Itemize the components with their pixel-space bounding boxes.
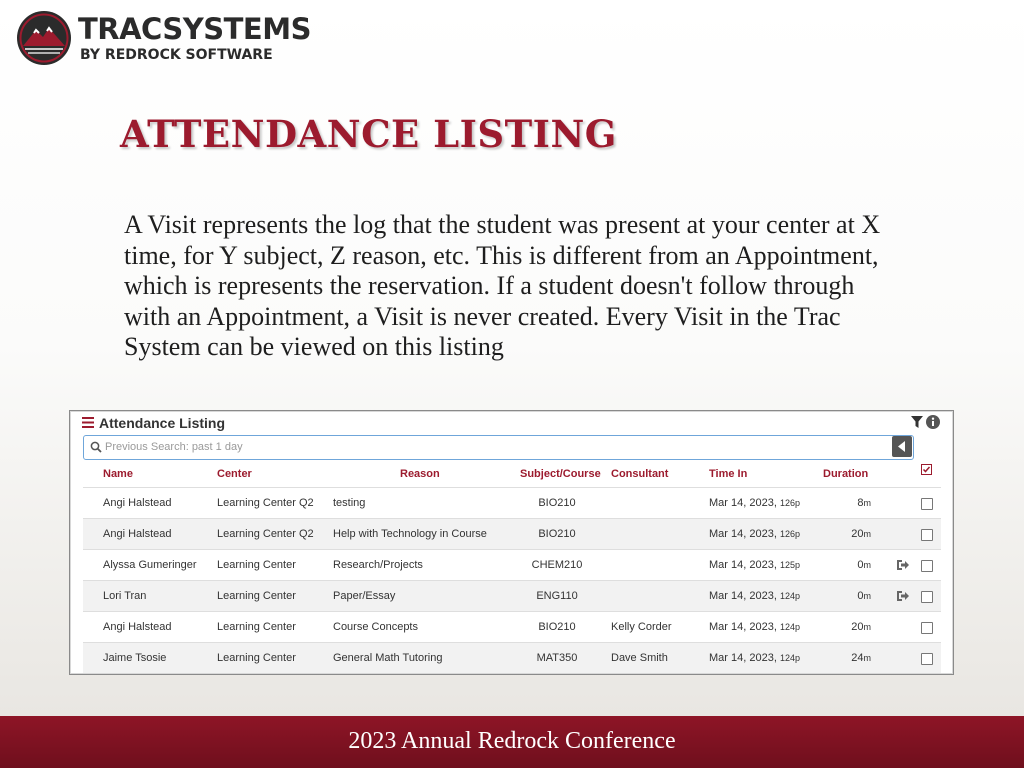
cell-name: Jaime Tsosie (103, 652, 167, 664)
cell-center: Learning Center Q2 (217, 528, 314, 540)
duration-unit: m (863, 591, 871, 601)
cell-subject: BIO210 (538, 528, 576, 540)
row-checkbox[interactable] (921, 591, 933, 603)
attendance-listing-panel (69, 410, 954, 675)
logo-name: TRACSYSTEMS (78, 12, 311, 46)
time-in-date: Mar 14, 2023, (709, 621, 777, 633)
time-in-hour: 124p (779, 591, 800, 601)
column-header-duration[interactable]: Duration (823, 468, 869, 480)
select-all-checkbox-icon[interactable] (921, 464, 932, 475)
cell-duration (818, 559, 871, 571)
column-header-time-in[interactable]: Time In (709, 468, 748, 480)
cell-center: Learning Center (217, 621, 296, 633)
info-icon[interactable] (926, 415, 940, 429)
duration-unit: m (863, 529, 871, 539)
cell-name: Alyssa Gumeringer (103, 559, 197, 571)
logo (16, 10, 316, 66)
cell-name: Angi Halstead (103, 528, 172, 540)
time-in-hour: 124p (779, 653, 800, 663)
cell-name: Lori Tran (103, 590, 147, 602)
table-row[interactable] (83, 580, 941, 611)
cell-subject: BIO210 (538, 621, 576, 633)
cell-reason: Research/Projects (333, 559, 423, 571)
column-header-subject-course[interactable]: Subject/Course (520, 468, 601, 480)
duration-value: 0 (857, 590, 864, 602)
time-in-date: Mar 14, 2023, (709, 559, 777, 571)
cell-center: Learning Center Q2 (217, 497, 314, 509)
search-input[interactable] (105, 437, 865, 457)
footer-text: 2023 Annual Redrock Conference (348, 728, 676, 754)
time-in-hour: 126p (779, 529, 800, 539)
cell-reason: testing (333, 497, 366, 509)
cell-reason: Course Concepts (333, 621, 418, 633)
duration-value: 20 (851, 621, 864, 633)
time-in-date: Mar 14, 2023, (709, 497, 777, 509)
cell-name: Angi Halstead (103, 621, 172, 633)
column-header-center[interactable]: Center (217, 468, 252, 480)
cell-duration (818, 528, 871, 540)
table-row[interactable] (83, 487, 941, 518)
menu-icon[interactable] (82, 417, 94, 428)
cell-center: Learning Center (217, 652, 296, 664)
exit-icon[interactable] (896, 590, 909, 602)
cell-time-in (709, 559, 800, 571)
search-box (83, 435, 914, 460)
column-header-reason[interactable]: Reason (400, 468, 440, 480)
cell-subject: CHEM210 (531, 559, 583, 571)
cell-duration (818, 621, 871, 633)
cell-center: Learning Center (217, 590, 296, 602)
table-row[interactable] (83, 611, 941, 642)
table-row[interactable] (83, 518, 941, 549)
duration-unit: m (863, 622, 871, 632)
row-checkbox[interactable] (921, 498, 933, 510)
table-row[interactable] (83, 642, 941, 673)
cell-reason: Paper/Essay (333, 590, 396, 602)
cell-consultant: Dave Smith (611, 652, 668, 664)
slide-title: ATTENDANCE LISTING (120, 112, 617, 156)
row-checkbox[interactable] (921, 529, 933, 541)
duration-value: 24 (851, 652, 864, 664)
table-row[interactable] (83, 549, 941, 580)
cell-name: Angi Halstead (103, 497, 172, 509)
cell-reason: Help with Technology in Course (333, 528, 487, 540)
exit-icon[interactable] (896, 559, 909, 571)
cell-duration (818, 652, 871, 664)
cell-center: Learning Center (217, 559, 296, 571)
duration-unit: m (863, 498, 871, 508)
cell-duration (818, 497, 871, 509)
duration-value: 20 (851, 528, 864, 540)
column-header-name[interactable]: Name (103, 468, 133, 480)
duration-value: 0 (857, 559, 864, 571)
panel-header (70, 411, 953, 435)
mountain-logo-icon (16, 10, 72, 66)
time-in-date: Mar 14, 2023, (709, 528, 777, 540)
cell-time-in (709, 621, 800, 633)
cell-subject: ENG110 (536, 590, 578, 602)
duration-value: 8 (857, 497, 864, 509)
collapse-left-icon (897, 441, 907, 452)
duration-unit: m (863, 653, 871, 663)
cell-time-in (709, 590, 800, 602)
slide-body: A Visit represents the log that the student was present at your center at X time, for Y subject, Z reason, etc. This is different from an Appointment, which is represents the reservation. If a student doesn't follow through with an Appointment, a Visit is never created. Every Visit in the Trac System can be viewed on this listing (124, 210, 881, 362)
cell-time-in (709, 528, 800, 540)
cell-consultant: Kelly Corder (611, 621, 672, 633)
cell-time-in (709, 652, 800, 664)
time-in-hour: 124p (779, 622, 800, 632)
filter-icon[interactable] (911, 416, 923, 428)
column-header-consultant[interactable]: Consultant (611, 468, 669, 480)
cell-duration (818, 590, 871, 602)
row-checkbox[interactable] (921, 622, 933, 634)
row-checkbox[interactable] (921, 560, 933, 572)
cell-subject: MAT350 (536, 652, 578, 664)
cell-time-in (709, 497, 800, 509)
footer-bar (0, 716, 1024, 768)
time-in-date: Mar 14, 2023, (709, 652, 777, 664)
logo-subtitle: BY REDROCK SOFTWARE (80, 47, 273, 63)
row-checkbox[interactable] (921, 653, 933, 665)
search-icon (90, 441, 102, 453)
collapse-left-button[interactable] (892, 436, 912, 457)
panel-title: Attendance Listing (99, 415, 226, 431)
time-in-hour: 125p (779, 560, 800, 570)
cell-reason: General Math Tutoring (333, 652, 443, 664)
duration-unit: m (863, 560, 871, 570)
time-in-hour: 126p (779, 498, 800, 508)
cell-subject: BIO210 (538, 497, 576, 509)
time-in-date: Mar 14, 2023, (709, 590, 777, 602)
